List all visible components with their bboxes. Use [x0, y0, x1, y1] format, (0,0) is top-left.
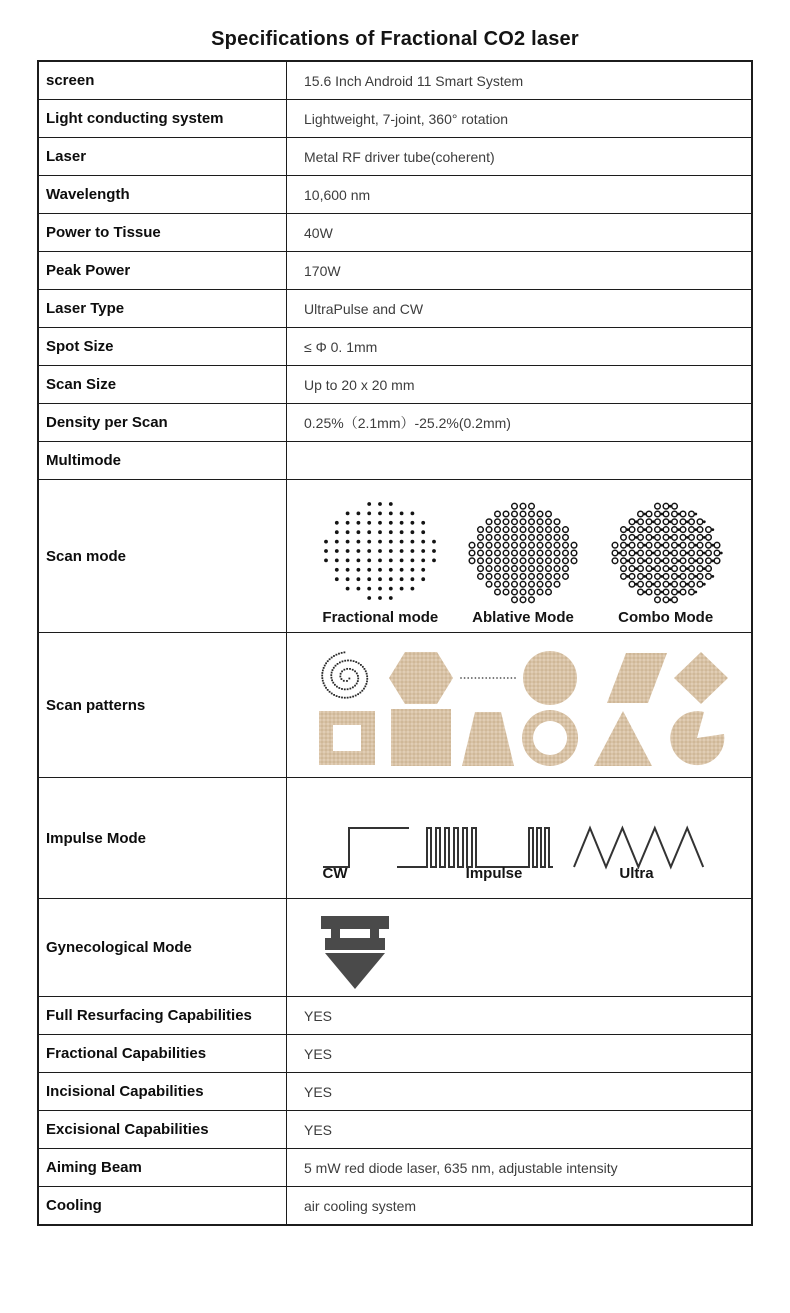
spec-label: Incisional Capabilities — [38, 1073, 287, 1111]
table-row — [38, 778, 752, 899]
spec-table — [37, 60, 753, 1226]
spec-value — [287, 214, 753, 252]
waveform-caption: Ultra — [619, 865, 654, 882]
spec-label: Light conducting system — [38, 100, 287, 138]
fractional-dots-icon — [315, 501, 445, 605]
spec-value — [287, 442, 753, 480]
table-row — [38, 176, 752, 214]
spec-value-text: YES — [304, 1121, 333, 1138]
spec-table-body — [38, 61, 752, 1225]
combo-rings-dots-icon — [601, 501, 731, 605]
spec-value-text: 10,600 nm — [304, 186, 371, 203]
spec-value — [287, 1073, 753, 1111]
spec-value — [287, 1035, 753, 1073]
gynecological-probe-icon — [313, 913, 408, 993]
scan-mode-caption: Fractional mode — [322, 608, 439, 626]
spec-value-text: 40W — [304, 224, 333, 241]
scan-mode-caption: Combo Mode — [618, 608, 714, 626]
spec-label: Power to Tissue — [38, 214, 287, 252]
spec-value-text: 5 mW red diode laser, 635 nm, adjustable intensity — [304, 1159, 618, 1176]
table-row — [38, 290, 752, 328]
spec-label: Scan Size — [38, 366, 287, 404]
scan-mode-group — [287, 487, 751, 626]
waveform-caption: Impulse — [465, 865, 523, 882]
ablative-rings-icon — [458, 501, 588, 605]
spec-value — [287, 138, 753, 176]
spec-label: Full Resurfacing Capabilities — [38, 997, 287, 1035]
spec-value-text: 15.6 Inch Android 11 Smart System — [304, 72, 524, 89]
spec-label: Fractional Capabilities — [38, 1035, 287, 1073]
table-row — [38, 1187, 752, 1226]
spec-label: Cooling — [38, 1187, 287, 1226]
scan-mode-item — [309, 501, 452, 626]
spec-label: Excisional Capabilities — [38, 1111, 287, 1149]
table-row — [38, 366, 752, 404]
table-row — [38, 633, 752, 778]
spec-label: Wavelength — [38, 176, 287, 214]
scan-mode-item — [452, 501, 595, 626]
spec-value-text: UltraPulse and CW — [304, 300, 424, 317]
spec-value — [287, 252, 753, 290]
spec-value — [287, 61, 753, 100]
spec-label: Impulse Mode — [38, 778, 287, 899]
table-row — [38, 252, 752, 290]
spec-value — [287, 480, 753, 633]
spec-label: Scan patterns — [38, 633, 287, 778]
spec-label: screen — [38, 61, 287, 100]
spec-label: Laser — [38, 138, 287, 176]
spec-label: Peak Power — [38, 252, 287, 290]
spec-value — [287, 1111, 753, 1149]
spec-value-text: Metal RF driver tube(coherent) — [304, 148, 495, 165]
spec-label: Spot Size — [38, 328, 287, 366]
table-row — [38, 100, 752, 138]
spec-value — [287, 366, 753, 404]
spec-value-text: YES — [304, 1045, 333, 1062]
spec-label: Laser Type — [38, 290, 287, 328]
spec-label: Scan mode — [38, 480, 287, 633]
spec-value — [287, 899, 753, 997]
scan-mode-item — [594, 501, 737, 626]
spec-value — [287, 1187, 753, 1226]
spec-value — [287, 997, 753, 1035]
waveform-caption: CW — [322, 865, 348, 882]
spec-value — [287, 176, 753, 214]
spec-value-text: ≤ Φ 0. 1mm — [304, 338, 378, 355]
spec-value-text: air cooling system — [304, 1197, 417, 1214]
spec-value — [287, 290, 753, 328]
spec-label: Aiming Beam — [38, 1149, 287, 1187]
spec-value — [287, 404, 753, 442]
scan-patterns-graphic — [287, 635, 765, 776]
spec-value — [287, 633, 753, 778]
spec-value — [287, 100, 753, 138]
table-row — [38, 1073, 752, 1111]
spec-value-text: YES — [304, 1083, 333, 1100]
table-row — [38, 997, 752, 1035]
scan-mode-caption: Ablative Mode — [472, 608, 574, 626]
table-row — [38, 1035, 752, 1073]
page-title: Specifications of Fractional CO2 laser — [211, 28, 579, 50]
table-row — [38, 214, 752, 252]
table-row — [38, 1149, 752, 1187]
table-row — [38, 61, 752, 100]
spec-value-text: 170W — [304, 262, 341, 279]
table-row — [38, 899, 752, 997]
spec-value-text: Up to 20 x 20 mm — [304, 376, 415, 393]
spec-label: Density per Scan — [38, 404, 287, 442]
table-row — [38, 404, 752, 442]
spec-label: Multimode — [38, 442, 287, 480]
table-row — [38, 442, 752, 480]
spec-value-text: YES — [304, 1007, 333, 1024]
spec-value — [287, 778, 753, 899]
table-row — [38, 1111, 752, 1149]
table-row — [38, 138, 752, 176]
spec-value — [287, 1149, 753, 1187]
spec-label: Gynecological Mode — [38, 899, 287, 997]
spec-value — [287, 328, 753, 366]
table-row — [38, 480, 752, 633]
spec-value-text: Lightweight, 7-joint, 360° rotation — [304, 110, 509, 127]
table-row — [38, 328, 752, 366]
spec-value-text: 0.25%（2.1mm）-25.2%(0.2mm) — [304, 414, 511, 431]
